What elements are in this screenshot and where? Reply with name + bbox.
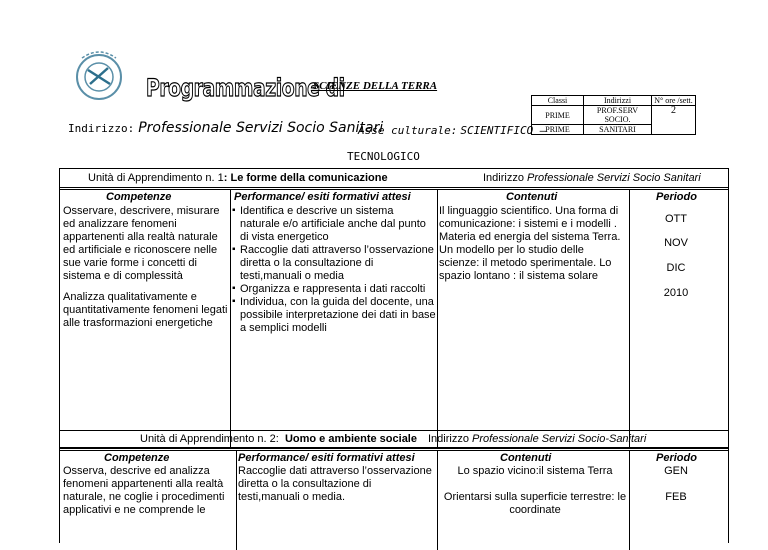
unit-2-table bbox=[59, 430, 729, 543]
col-contenuti: Contenuti bbox=[500, 452, 552, 464]
indirizzo-cell: PROF.SERV SOCIO. bbox=[584, 106, 652, 125]
header-divider bbox=[60, 450, 728, 451]
unit-2-indirizzo-prefix: Indirizzo bbox=[428, 433, 469, 445]
unit-1-indirizzo bbox=[483, 172, 701, 184]
subject-title: SCIENZE DELLA TERRA bbox=[313, 80, 438, 92]
col-periodo: Periodo bbox=[656, 191, 697, 203]
classi-header: Classi bbox=[532, 96, 584, 106]
col-performance: Performance/ esiti formativi attesi bbox=[238, 452, 415, 464]
ore-header: N° ore /sett. bbox=[652, 96, 696, 106]
unit-1-table bbox=[59, 168, 729, 448]
asse-line bbox=[358, 124, 547, 137]
unit-1-title-prefix: Unità di Apprendimento n. 1 bbox=[88, 172, 224, 184]
contenuti-text: Orientarsi sulla superficie terrestre: le coordinate bbox=[443, 491, 627, 516]
performance-item: ▪ Identifica e descrive un sistema naturale e/o artificiale anche dal punto di vista energetico bbox=[232, 205, 436, 244]
ore-cell: 2 bbox=[652, 106, 696, 135]
periodo-value: OTT bbox=[665, 213, 687, 225]
col-contenuti: Contenuti bbox=[506, 191, 558, 203]
contenuti-text: Il linguaggio scientifico. Una forma di comunicazione: i sistemi e i modelli . Materia ed energia del sistema Terra. Un modello per lo studio delle scienze: il metodo sperimentale. Lo spazio lontano : il sistema solare bbox=[439, 205, 621, 282]
periodo-value: DIC bbox=[666, 262, 686, 274]
classi-table bbox=[531, 95, 696, 135]
indirizzi-header: Indirizzi bbox=[584, 96, 652, 106]
unit-2-indirizzo bbox=[428, 433, 646, 445]
periodo-value: NOV bbox=[664, 237, 688, 249]
header-divider bbox=[60, 187, 728, 188]
column-divider bbox=[629, 189, 630, 447]
unit-2-title bbox=[140, 433, 417, 445]
contenuti-text: Lo spazio vicino:il sistema Terra bbox=[457, 465, 613, 477]
col-competenze: Competenze bbox=[106, 191, 172, 203]
indirizzo-cell: SANITARI bbox=[584, 125, 652, 135]
unit-1-indirizzo-prefix: Indirizzo bbox=[483, 172, 524, 184]
column-divider bbox=[437, 450, 438, 550]
unit-2-indirizzo-value: Professionale Servizi Socio-Sanitari bbox=[472, 433, 647, 445]
unit-1-title bbox=[88, 172, 388, 184]
col-performance: Performance/ esiti formativi attesi bbox=[234, 191, 411, 203]
column-divider bbox=[230, 189, 231, 447]
performance-item: ▪ Individua, con la guida del docente, una possibile interpretazione dei dati in base a semplici modelli bbox=[232, 296, 436, 335]
periodo-value: GEN bbox=[664, 465, 688, 477]
performance-item: ▪ Organizza e rappresenta i dati raccolti bbox=[232, 283, 436, 296]
asse-label: Asse culturale: bbox=[358, 124, 458, 137]
asse-value-cont: TECNOLOGICO bbox=[347, 150, 420, 163]
competenze-text: Osservare, descrivere, misurare ed analizzare fenomeni appartenenti alla realtà naturale ed artificiale e riconoscere nelle sue varie forme i concetti di sistema e di complessità bbox=[63, 205, 220, 282]
performance-item: ▪ Raccoglie dati attraverso l’osservazione diretta o la consultazione di testi,manuali o media bbox=[232, 244, 436, 283]
classe-cell: PRIME bbox=[532, 125, 584, 135]
classe-cell: PRIME bbox=[532, 106, 584, 125]
header-divider bbox=[60, 189, 728, 190]
column-divider bbox=[629, 450, 630, 550]
school-logo-icon bbox=[68, 44, 130, 106]
indirizzo-label: Indirizzo: bbox=[68, 122, 135, 135]
indirizzo-line bbox=[68, 120, 383, 136]
header-divider bbox=[60, 448, 728, 449]
competenze-text: Analizza qualitativamente e quantitativamente fenomeni legati alle trasformazioni energetiche bbox=[63, 291, 228, 329]
unit-2-title-prefix: Unità di Apprendimento n. 2: bbox=[140, 433, 279, 445]
column-divider bbox=[236, 450, 237, 550]
page-title: Programmazione di bbox=[146, 74, 345, 102]
unit-1-title-main: : Le forme della comunicazione bbox=[223, 172, 388, 184]
unit-1-indirizzo-value: Professionale Servizi Socio Sanitari bbox=[527, 172, 701, 184]
unit-2-title-main: Uomo e ambiente sociale bbox=[284, 433, 417, 445]
performance-list bbox=[232, 205, 436, 335]
column-divider bbox=[437, 189, 438, 447]
asse-value: SCIENTIFICO – bbox=[460, 124, 547, 137]
col-competenze: Competenze bbox=[104, 452, 170, 464]
periodo-value: 2010 bbox=[663, 287, 689, 299]
col-periodo: Periodo bbox=[656, 452, 697, 464]
periodo-value: FEB bbox=[665, 491, 687, 503]
competenze-text: Osserva, descrive ed analizza fenomeni appartenenti alla realtà naturale, ne coglie i procedimenti applicativi e ne comprende le bbox=[63, 465, 225, 516]
indirizzo-value: Professionale Servizi Socio Sanitari bbox=[138, 120, 384, 136]
performance-text: Raccoglie dati attraverso l’osservazione diretta o la consultazione di testi,manuali o media. bbox=[238, 465, 432, 503]
